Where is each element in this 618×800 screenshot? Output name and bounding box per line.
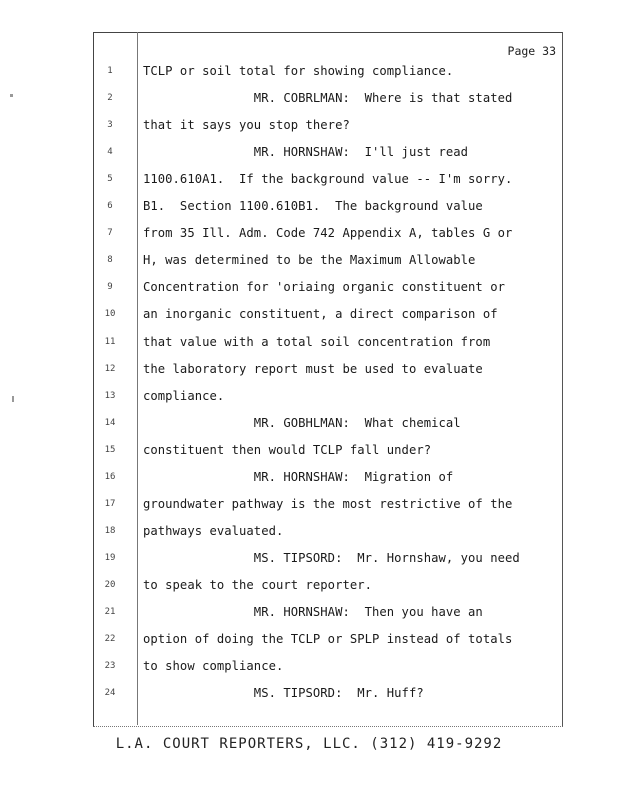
transcript-line [0,553,618,579]
transcript-line [0,201,618,227]
line-text: pathways evaluated. [143,524,284,538]
transcript-line [0,93,618,119]
line-text: the laboratory report must be used to evaluate [143,362,483,376]
line-text: MR. HORNSHAW: I'll just read [143,145,469,159]
line-number: 10 [104,309,116,319]
line-text: MR. GOBHLMAN: What chemical [143,416,461,430]
line-text: B1. Section 1100.610B1. The background value [143,199,483,213]
line-number: 3 [107,120,113,130]
line-number: 5 [107,174,113,184]
line-number: 1 [107,66,113,76]
line-text: H, was determined to be the Maximum Allowable [143,253,476,267]
line-text: groundwater pathway is the most restrictive of the [143,497,513,511]
transcript-line [0,255,618,281]
line-text: compliance. [143,389,225,403]
line-number: 21 [104,607,116,617]
line-number: 15 [104,445,116,455]
line-number: 9 [107,282,113,292]
line-number: 4 [107,147,113,157]
transcript-line [0,472,618,498]
line-text: to show compliance. [143,659,284,673]
transcript-line [0,688,618,714]
line-text: Concentration for 'oriaing organic constituent or [143,280,505,294]
line-number: 22 [104,634,116,644]
line-number: 6 [107,201,113,211]
transcript-line [0,282,618,308]
line-text: MR. COBRLMAN: Where is that stated [143,91,513,105]
line-number: 12 [104,364,116,374]
page-number: Page 33 [507,44,556,58]
line-number: 18 [104,526,116,536]
transcript-line [0,391,618,417]
line-number: 16 [104,472,116,482]
line-number: 23 [104,661,116,671]
transcript-line [0,580,618,606]
transcript-line [0,174,618,200]
line-text: MS. TIPSORD: Mr. Huff? [143,686,424,700]
line-text: MR. HORNSHAW: Migration of [143,470,454,484]
line-text: that value with a total soil concentration from [143,335,491,349]
transcript-line [0,147,618,173]
transcript-line [0,120,618,146]
line-text: TCLP or soil total for showing compliance. [143,64,454,78]
transcript-line [0,526,618,552]
transcript-line [0,607,618,633]
line-number: 14 [104,418,116,428]
transcript-line [0,499,618,525]
transcript-line [0,66,618,92]
line-text: to speak to the court reporter. [143,578,373,592]
line-number: 13 [104,391,116,401]
line-number: 17 [104,499,116,509]
transcript-line [0,418,618,444]
transcript-line [0,337,618,363]
transcript-line [0,661,618,687]
line-number: 19 [104,553,116,563]
line-text: MS. TIPSORD: Mr. Hornshaw, you need [143,551,520,565]
line-number: 8 [107,255,113,265]
line-number: 24 [104,688,116,698]
line-text: MR. HORNSHAW: Then you have an [143,605,483,619]
line-number: 11 [104,337,116,347]
line-text: 1100.610A1. If the background value -- I'm sorry. [143,172,513,186]
line-text: option of doing the TCLP or SPLP instead of totals [143,632,513,646]
court-reporter-footer: L.A. COURT REPORTERS, LLC. (312) 419-9292 [115,736,503,752]
transcript-line [0,634,618,660]
line-number: 2 [107,93,113,103]
line-number: 7 [107,228,113,238]
line-number: 20 [104,580,116,590]
line-text: from 35 Ill. Adm. Code 742 Appendix A, tables G or [143,226,513,240]
line-text: that it says you stop there? [143,118,350,132]
transcript-line [0,364,618,390]
line-text: an inorganic constituent, a direct comparison of [143,307,498,321]
transcript-line [0,228,618,254]
line-text: constituent then would TCLP fall under? [143,443,432,457]
transcript-line [0,445,618,471]
transcript-line [0,309,618,335]
